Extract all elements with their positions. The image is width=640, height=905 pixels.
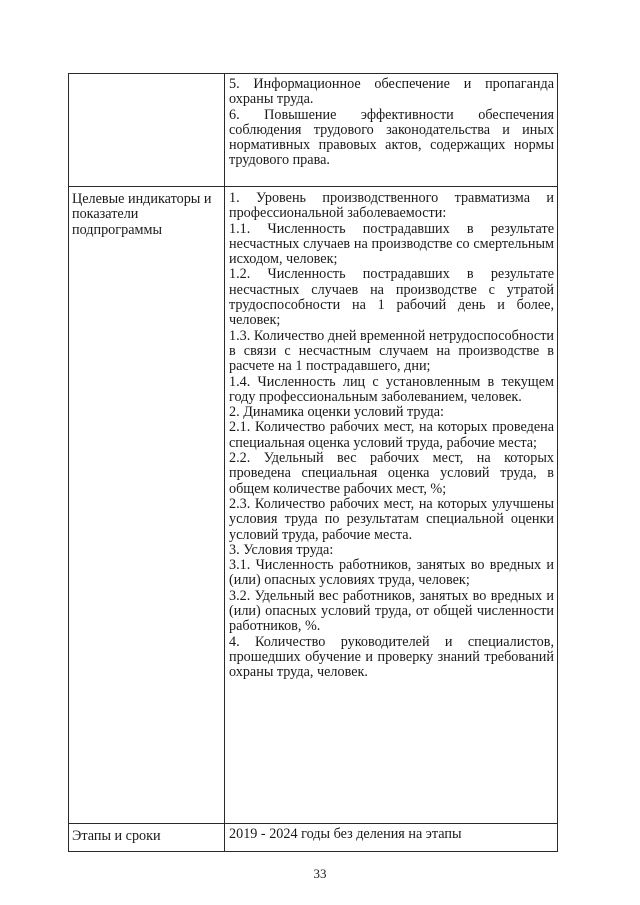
list-item: 5. Информационное обеспечение и пропаганда охраны труда. xyxy=(229,76,554,108)
list-item: 1. Уровень производственного травматизма и профессиональной заболеваемости: xyxy=(229,190,554,222)
row-label: Этапы и сроки xyxy=(69,824,225,852)
table-row xyxy=(69,824,558,852)
list-item: 3.1. Численность работников, занятых во вредных и (или) опасных условиях труда, человек; xyxy=(229,557,554,589)
list-item: 2. Динамика оценки условий труда: xyxy=(229,404,444,421)
list-item: 6. Повышение эффективности обеспечения соблюдения трудового законодательства и иных нормативных правовых актов, содержащих нормы трудового права. xyxy=(229,106,554,169)
row-content xyxy=(225,74,558,187)
table-row xyxy=(69,74,558,187)
list-item: 2.3. Количество рабочих мест, на которых улучшены условия труда по результатам специальной оценки условий труда, рабочие места. xyxy=(229,495,554,543)
list-item: 3.2. Удельный вес работников, занятых во вредных и (или) опасных условий труда, от общей численности работников, %. xyxy=(229,587,554,635)
row-content: 2019 - 2024 годы без деления на этапы xyxy=(225,824,558,852)
list-item: 3. Условия труда: xyxy=(229,541,334,558)
row-label: Целевые индикаторы и показатели подпрограммы xyxy=(69,187,225,824)
page-number: 33 xyxy=(313,866,327,881)
list-item: 4. Количество руководителей и специалистов, прошедших обучение и проверку знаний требований охраны труда, человек. xyxy=(229,633,554,681)
list-item: 1.2. Численность пострадавших в результате несчастных случаев на производстве с утратой трудоспособности на 1 рабочий день и более, человек; xyxy=(229,266,554,329)
table-row xyxy=(69,187,558,824)
row-label xyxy=(69,74,225,187)
list-item: 2.2. Удельный вес рабочих мест, на которых проведена специальная оценка условий труда, в общем количестве рабочих мест, %; xyxy=(229,450,554,497)
list-item: 1.4. Численность лиц с установленным в текущем году профессиональным заболеванием, человек. xyxy=(229,373,554,405)
list-item: 2.1. Количество рабочих мест, на которых проведена специальная оценка условий труда, рабочие места; xyxy=(229,419,554,451)
list-item: 1.1. Численность пострадавших в результате несчастных случаев на производстве со смертельным исходом, человек; xyxy=(229,220,554,268)
row-content xyxy=(225,187,558,824)
list-item: 1.3. Количество дней временной нетрудоспособности в связи с несчастным случаем на производстве в расчете на 1 пострадавшего, дни; xyxy=(229,327,554,375)
program-passport-table xyxy=(68,73,558,852)
